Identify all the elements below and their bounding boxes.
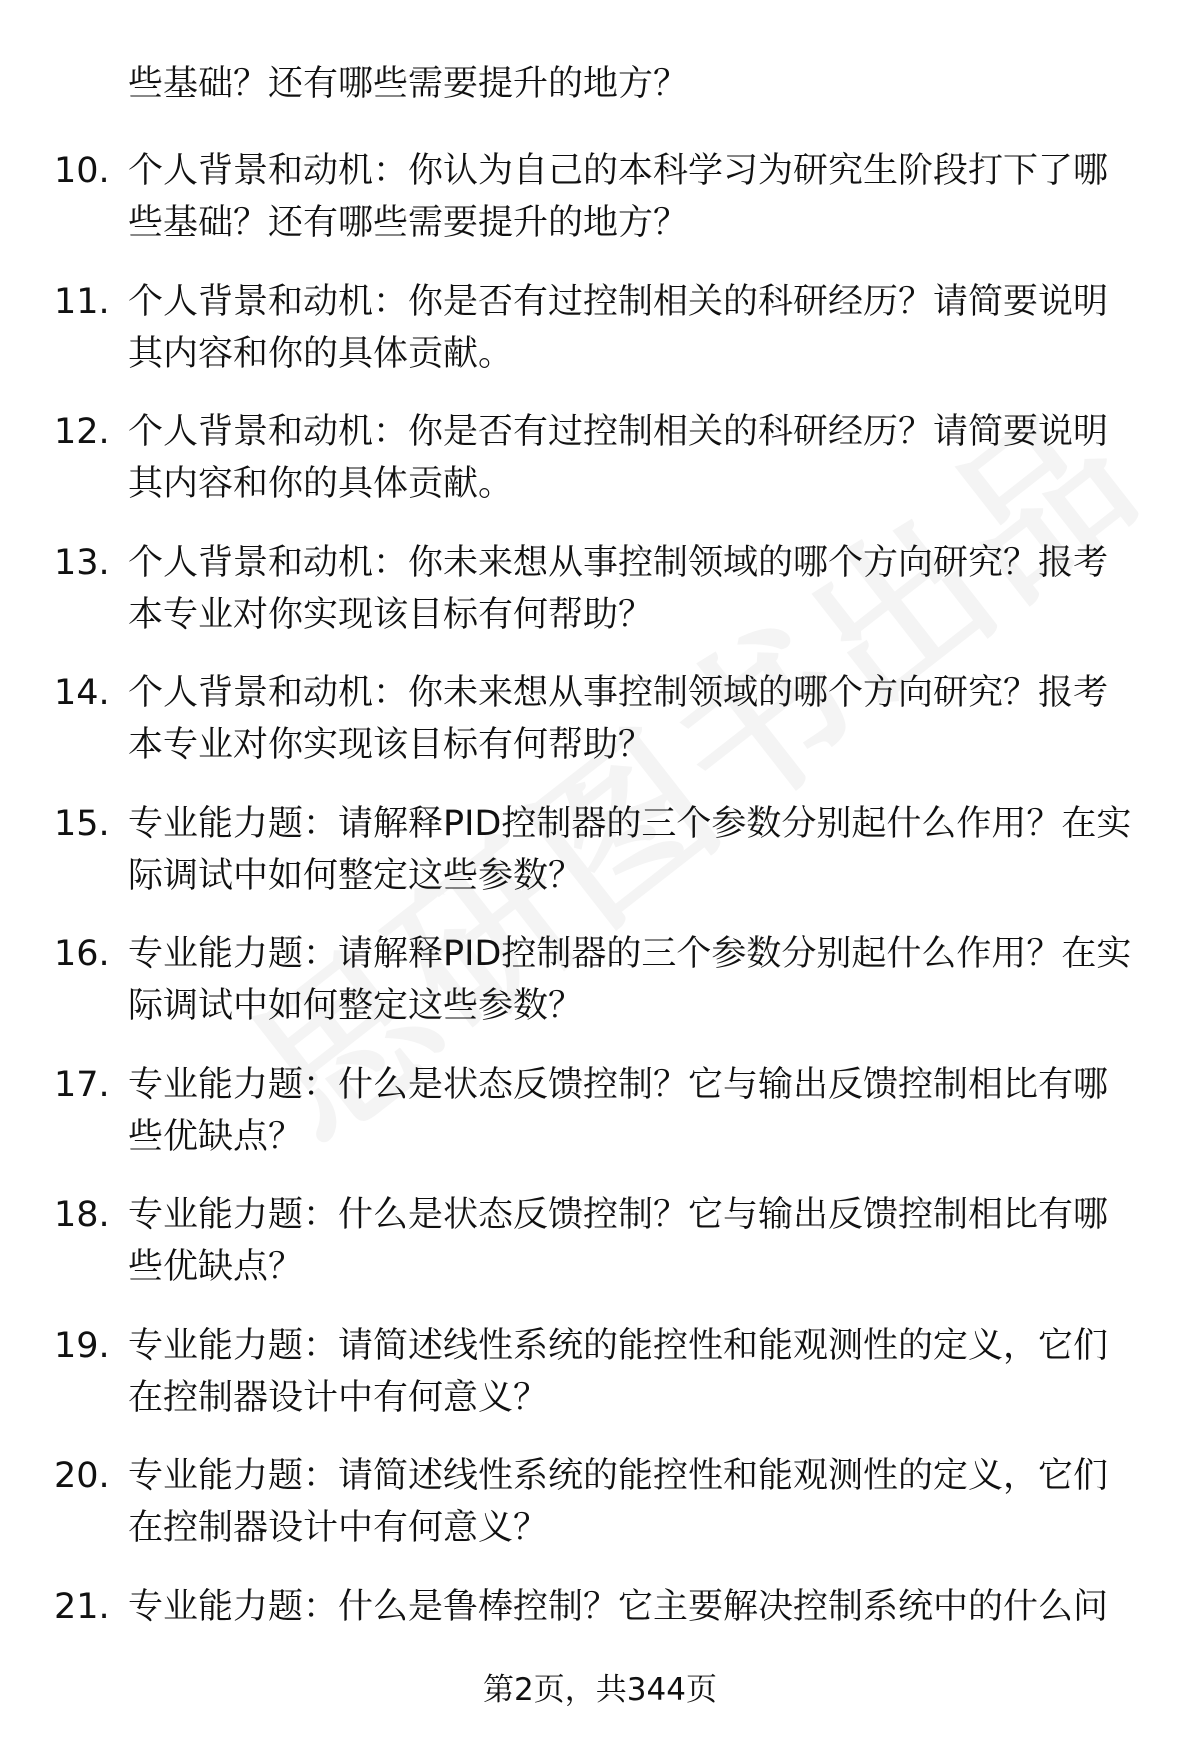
list-item [0, 1320, 1200, 1451]
question-text: 专业能力题：请简述线性系统的能控性和能观测性的定义，它们在控制器设计中有何意义？ [128, 1325, 1109, 1418]
question-text: 个人背景和动机：你是否有过控制相关的科研经历？请简要说明其内容和你的具体贡献。 [128, 281, 1109, 374]
question-number: 14. [54, 673, 110, 713]
question-number: 12. [54, 412, 110, 452]
question-text: 专业能力题：什么是鲁棒控制？它主要解决控制系统中的什么问 [128, 1586, 1109, 1627]
question-text: 个人背景和动机：你未来想从事控制领域的哪个方向研究？报考本专业对你实现该目标有何帮助？ [128, 673, 1109, 765]
list-item [0, 928, 1200, 1059]
question-list [0, 145, 1200, 1711]
question-text: 个人背景和动机：你认为自己的本科学习为研究生阶段打下了哪些基础？还有哪些需要提升的地方？ [128, 151, 1109, 243]
question-number: 13. [54, 542, 110, 583]
list-item [0, 1189, 1200, 1320]
question-number: 21. [54, 1586, 110, 1627]
list-item [0, 537, 1200, 668]
list-item [0, 276, 1200, 407]
question-number: 17. [54, 1064, 110, 1105]
list-item [0, 1450, 1200, 1581]
question-number: 10. [54, 151, 110, 191]
question-text: 专业能力题：什么是状态反馈控制？它与输出反馈控制相比有哪些优缺点？ [128, 1195, 1109, 1287]
list-item [0, 798, 1200, 929]
question-text: 专业能力题：请解释PID控制器的三个参数分别起什么作用？在实际调试中如何整定这些参数？ [128, 934, 1132, 1026]
question-number: 20. [54, 1456, 110, 1496]
question-text: 个人背景和动机：你未来想从事控制领域的哪个方向研究？报考本专业对你实现该目标有何帮助？ [128, 542, 1109, 635]
page-footer: 第2页，共344页 [483, 1672, 717, 1708]
question-text: 专业能力题：请解释PID控制器的三个参数分别起什么作用？在实际调试中如何整定这些参数？ [128, 803, 1132, 896]
question-number: 11. [54, 281, 110, 322]
question-text: 专业能力题：请简述线性系统的能控性和能观测性的定义，它们在控制器设计中有何意义？ [128, 1456, 1109, 1548]
question-number: 16. [54, 934, 110, 974]
list-item [0, 406, 1200, 537]
continued-question-text: 些基础？还有哪些需要提升的地方？ [128, 64, 689, 104]
list-item [0, 1059, 1200, 1190]
list-item [0, 145, 1200, 276]
question-text: 个人背景和动机：你是否有过控制相关的科研经历？请简要说明其内容和你的具体贡献。 [128, 412, 1109, 504]
question-text: 专业能力题：什么是状态反馈控制？它与输出反馈控制相比有哪些优缺点？ [128, 1064, 1109, 1157]
question-number: 18. [54, 1195, 110, 1235]
question-number: 19. [54, 1325, 110, 1366]
question-number: 15. [54, 803, 110, 844]
list-item [0, 667, 1200, 798]
